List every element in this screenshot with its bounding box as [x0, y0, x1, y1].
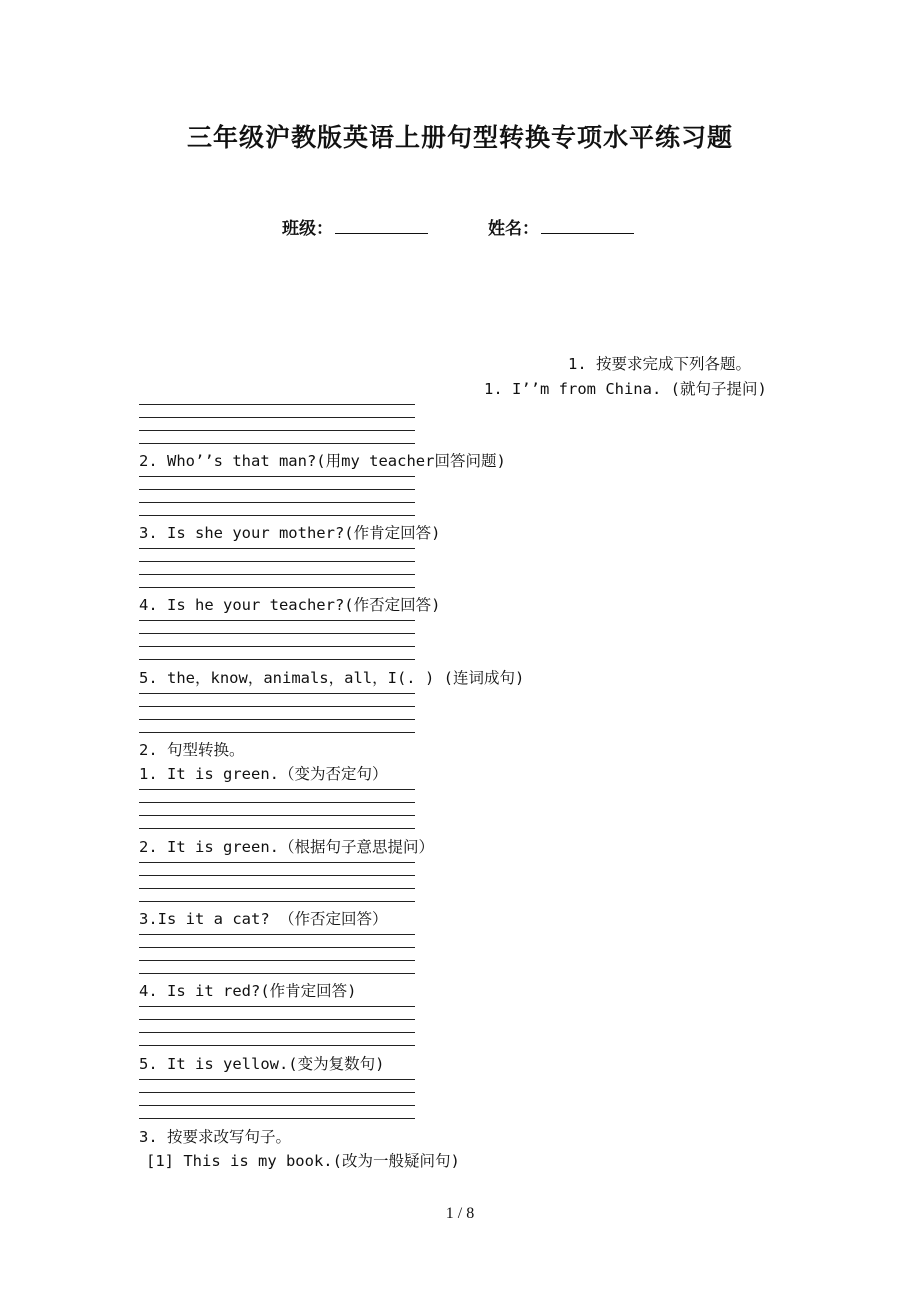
answer-line[interactable]	[139, 815, 415, 816]
answer-line[interactable]	[139, 515, 415, 516]
answer-line[interactable]	[139, 888, 415, 889]
answer-line[interactable]	[139, 719, 415, 720]
answer-line[interactable]	[139, 1045, 415, 1046]
answer-line[interactable]	[139, 659, 415, 660]
answer-line[interactable]	[139, 947, 415, 948]
answer-line[interactable]	[139, 706, 415, 707]
answer-line[interactable]	[139, 489, 415, 490]
section1-question-5: 5. the，know，animals，all，I(. ) (连词成句)	[139, 669, 525, 687]
section2-question-2: 2. It is green.（根据句子意思提问）	[139, 838, 434, 856]
answer-line[interactable]	[139, 476, 415, 477]
section1-question-1: 1. I’’m from China. (就句子提问)	[484, 380, 767, 398]
answer-line[interactable]	[139, 502, 415, 503]
answer-line[interactable]	[139, 548, 415, 549]
answer-line[interactable]	[139, 1006, 415, 1007]
section2-question-3: 3.Is it a cat? （作否定回答）	[139, 910, 388, 928]
name-blank[interactable]	[541, 217, 634, 234]
section1-question-2: 2. Who’’s that man?(用my teacher回答问题)	[139, 452, 506, 470]
answer-line[interactable]	[139, 828, 415, 829]
section2-question-1: 1. It is green.（变为否定句）	[139, 765, 388, 783]
class-blank[interactable]	[335, 217, 428, 234]
answer-line[interactable]	[139, 732, 415, 733]
answer-line[interactable]	[139, 1079, 415, 1080]
class-field	[282, 214, 428, 239]
answer-line[interactable]	[139, 574, 415, 575]
section3-question-1: [1] This is my book.(改为一般疑问句)	[146, 1152, 460, 1170]
answer-line[interactable]	[139, 430, 415, 431]
answer-line[interactable]	[139, 443, 415, 444]
answer-line[interactable]	[139, 960, 415, 961]
answer-line[interactable]	[139, 587, 415, 588]
answer-line[interactable]	[139, 417, 415, 418]
answer-line[interactable]	[139, 934, 415, 935]
answer-line[interactable]	[139, 1118, 415, 1119]
answer-line[interactable]	[139, 802, 415, 803]
answer-line[interactable]	[139, 633, 415, 634]
answer-line[interactable]	[139, 620, 415, 621]
answer-line[interactable]	[139, 1019, 415, 1020]
answer-line[interactable]	[139, 973, 415, 974]
name-field	[488, 214, 634, 239]
answer-line[interactable]	[139, 646, 415, 647]
answer-line[interactable]	[139, 875, 415, 876]
section3-heading: 3. 按要求改写句子。	[139, 1128, 291, 1146]
answer-line[interactable]	[139, 1032, 415, 1033]
answer-line[interactable]	[139, 1105, 415, 1106]
answer-line[interactable]	[139, 1092, 415, 1093]
answer-line[interactable]	[139, 862, 415, 863]
answer-line[interactable]	[139, 404, 415, 405]
page-title: 三年级沪教版英语上册句型转换专项水平练习题	[186, 123, 733, 152]
answer-line[interactable]	[139, 901, 415, 902]
section1-question-4: 4. Is he your teacher?(作否定回答)	[139, 596, 441, 614]
section2-question-5: 5. It is yellow.(变为复数句)	[139, 1055, 385, 1073]
answer-line[interactable]	[139, 693, 415, 694]
name-label: 姓名：	[488, 219, 539, 239]
page-number: 1 / 8	[445, 1205, 475, 1222]
section1-question-3: 3. Is she your mother?(作肯定回答)	[139, 524, 441, 542]
class-label: 班级：	[282, 219, 333, 239]
section2-heading: 2. 句型转换。	[139, 741, 245, 759]
answer-line[interactable]	[139, 561, 415, 562]
answer-line[interactable]	[139, 789, 415, 790]
section1-heading: 1. 按要求完成下列各题。	[568, 355, 751, 373]
section2-question-4: 4. Is it red?(作肯定回答)	[139, 982, 357, 1000]
